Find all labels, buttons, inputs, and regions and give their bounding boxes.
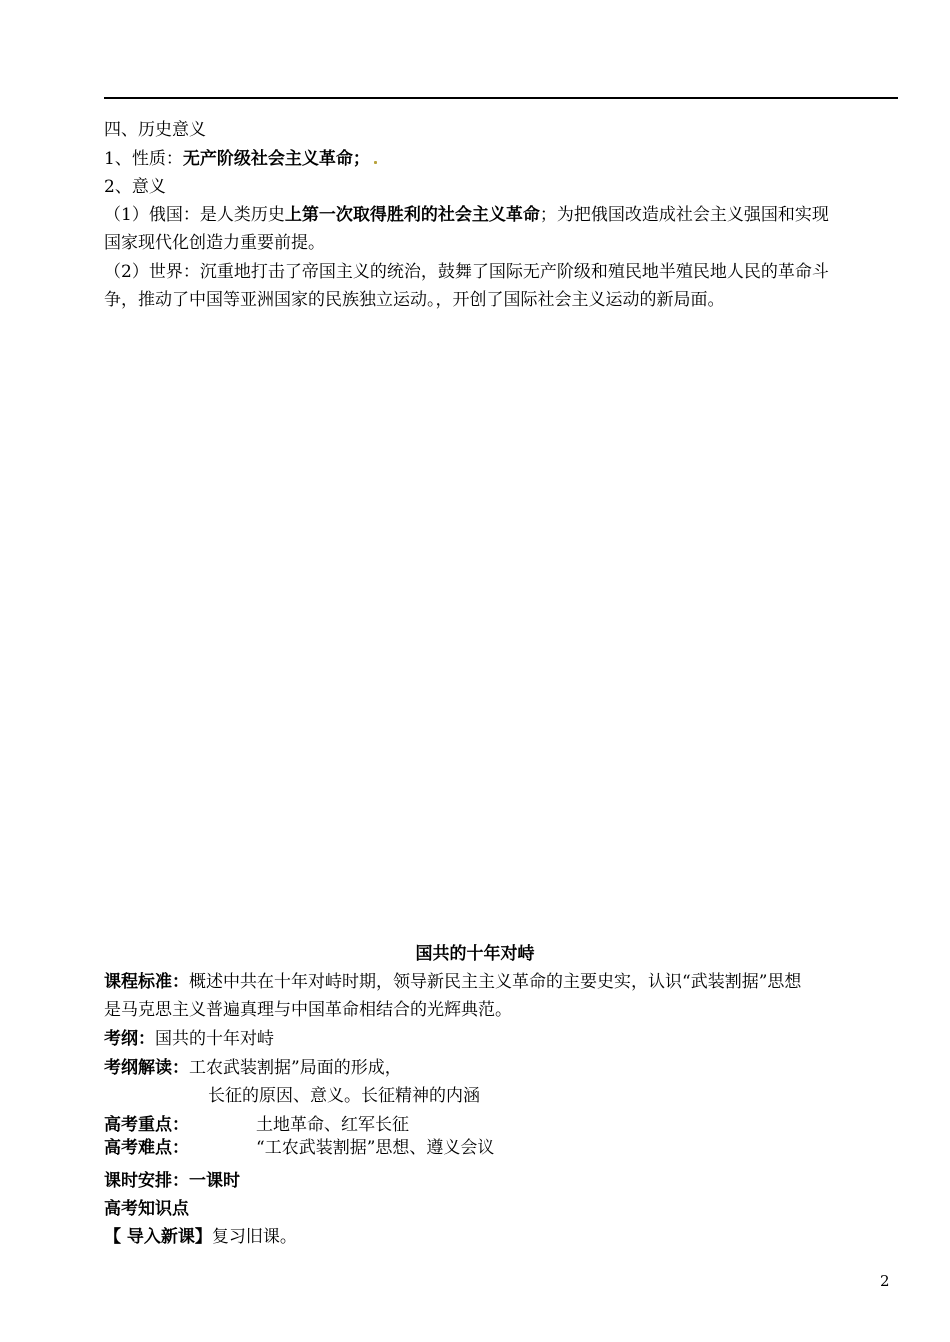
interp-line-2: 长征的原因、意义。长征精神的内涵 xyxy=(208,1086,480,1106)
standard-line-1: 课程标准：概述中共在十年对峙时期，领导新民主主义革命的主要史实，认识“武装割据”思想 xyxy=(104,972,802,992)
lesson-title: 国共的十年对峙 xyxy=(415,944,535,964)
world-line-2: 争，推动了中国等亚洲国家的民族独立运动。，开创了国际社会主义运动的新局面。 xyxy=(104,290,725,310)
interp-line-1: 考纲解读：工农武装割据”局面的形成， xyxy=(104,1058,402,1078)
nature-line: 1、性质：无产阶级社会主义革命； xyxy=(104,147,377,171)
knowledge-heading: 高考知识点 xyxy=(104,1199,189,1219)
key-line: 高考重点： 土地革命、红军长征 xyxy=(104,1115,409,1135)
header-rule xyxy=(104,97,898,99)
page-number: 2 xyxy=(880,1272,890,1290)
outline-line: 考纲：国共的十年对峙 xyxy=(104,1029,274,1049)
section-heading: 四、历史意义 xyxy=(104,120,206,140)
difficulty-line: 高考难点： “工农武装割据”思想、遵义会议 xyxy=(104,1138,495,1158)
standard-line-2: 是马克思主义普遍真理与中国革命相结合的光辉典范。 xyxy=(104,1000,512,1020)
world-line-1: （2）世界：沉重地打击了帝国主义的统治，鼓舞了国际无产阶级和殖民地半殖民地人民的革命斗 xyxy=(104,262,829,282)
intro-line: 【 导入新课】复习旧课。 xyxy=(104,1227,297,1247)
meaning-label: 2、意义 xyxy=(104,177,166,197)
russia-line-1: （1）俄国：是人类历史上第一次取得胜利的社会主义革命；为把俄国改造成社会主义强国和实现 xyxy=(104,205,829,225)
russia-line-2: 国家现代化创造力重要前提。 xyxy=(104,233,325,253)
schedule-line: 课时安排：一课时 xyxy=(104,1171,240,1191)
